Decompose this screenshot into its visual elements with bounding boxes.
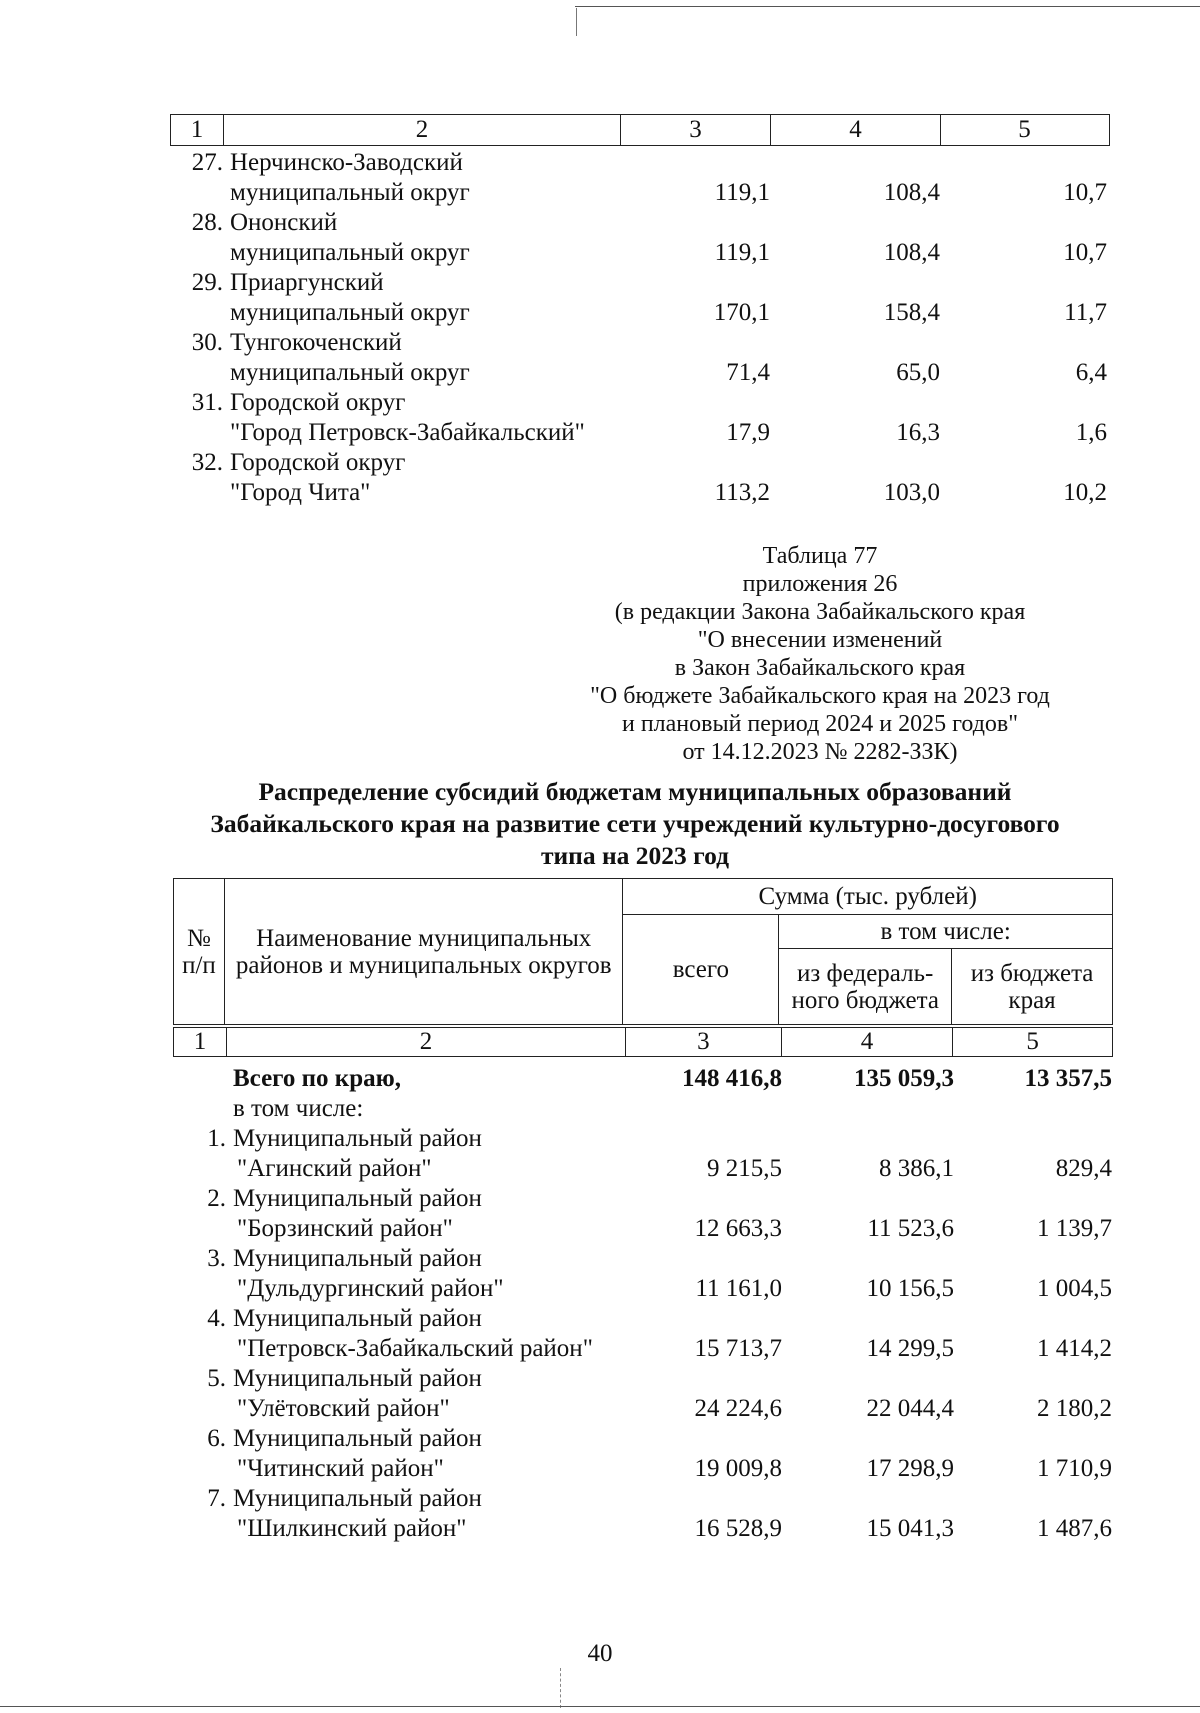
table-row	[170, 448, 1110, 508]
summary-row	[173, 1064, 1113, 1124]
caption-line: (в редакции Закона Забайкальского края	[614, 599, 1026, 625]
row-name-line1: Муниципальный район	[233, 1125, 482, 1152]
row-number: 6.	[207, 1425, 226, 1452]
bottom-scan-mark	[560, 1668, 561, 1708]
row-name-line1: Городской округ	[230, 449, 406, 476]
row-number: 2.	[207, 1185, 226, 1212]
table-row	[173, 1184, 1113, 1244]
row-number: 31.	[191, 389, 223, 416]
row-regional: 6,4	[1075, 359, 1107, 386]
row-name-line2: "Агинский район"	[237, 1155, 432, 1182]
table-row	[173, 1424, 1113, 1484]
col-index-2: 2	[224, 115, 621, 145]
row-name-line2: "Дульдургинский район"	[237, 1275, 504, 1302]
table-row	[173, 1304, 1113, 1364]
row-number: 4.	[207, 1305, 226, 1332]
row-regional: 1 414,2	[1037, 1335, 1112, 1362]
title-line: Забайкальского края на развитие сети учреждений культурно-досугового	[210, 809, 1060, 838]
top-scan-rule	[0, 0, 1200, 10]
col-index-2: 2	[227, 1028, 626, 1056]
table-row	[170, 148, 1110, 208]
row-number: 30.	[191, 329, 223, 356]
row-federal: 11 523,6	[867, 1215, 954, 1242]
row-name-line1: Нерчинско-Заводский	[230, 149, 463, 176]
main-table-header	[173, 878, 1113, 1025]
row-name-line1: Муниципальный район	[233, 1425, 482, 1452]
row-regional: 1 710,9	[1037, 1455, 1112, 1482]
col-index-4: 4	[771, 115, 941, 145]
row-name-line2: муниципальный округ	[230, 359, 470, 386]
title-line: типа на 2023 год	[540, 841, 730, 870]
row-total: 113,2	[714, 479, 770, 506]
col-index-3: 3	[626, 1028, 782, 1056]
row-name-line2: "Шилкинский район"	[237, 1515, 467, 1542]
row-regional: 1 139,7	[1037, 1215, 1112, 1242]
row-total: 11 161,0	[695, 1275, 782, 1302]
row-regional: 829,4	[1055, 1155, 1112, 1182]
row-federal: 158,4	[883, 299, 940, 326]
table-row	[173, 1364, 1113, 1424]
row-number: 5.	[207, 1365, 226, 1392]
row-total: 119,1	[714, 179, 770, 206]
header-num: № п/п	[174, 879, 225, 1025]
row-total: 16 528,9	[694, 1515, 782, 1542]
row-federal: 17 298,9	[866, 1455, 954, 1482]
summary-federal: 135 059,3	[854, 1065, 954, 1092]
row-name-line1: Муниципальный район	[233, 1185, 482, 1212]
summary-regional: 13 357,5	[1024, 1065, 1112, 1092]
header-sum: Сумма (тыс. рублей)	[623, 879, 1113, 915]
row-federal: 65,0	[896, 359, 940, 386]
row-total: 24 224,6	[694, 1395, 782, 1422]
table-row	[170, 388, 1110, 448]
row-regional: 1 487,6	[1037, 1515, 1112, 1542]
row-name-line2: "Улётовский район"	[237, 1395, 450, 1422]
row-name-line1: Муниципальный район	[233, 1485, 482, 1512]
row-total: 19 009,8	[694, 1455, 782, 1482]
header-total: всего	[623, 915, 779, 1025]
caption-line: и плановый период 2024 и 2025 годов"	[621, 711, 1019, 737]
row-number: 28.	[191, 209, 223, 236]
row-name-line2: муниципальный округ	[230, 299, 470, 326]
row-name-line2: "Петровск-Забайкальский район"	[237, 1335, 593, 1362]
col-index-1: 1	[171, 115, 224, 145]
caption-line: в Закон Забайкальского края	[674, 655, 966, 681]
table-row	[173, 1124, 1113, 1184]
row-regional: 1,6	[1075, 419, 1107, 446]
row-total: 71,4	[726, 359, 770, 386]
col-index-3: 3	[621, 115, 771, 145]
col-index-4: 4	[782, 1028, 954, 1056]
row-regional: 1 004,5	[1037, 1275, 1112, 1302]
row-regional: 10,7	[1063, 179, 1107, 206]
title-line: Распределение субсидий бюджетам муниципальных образований	[258, 777, 1012, 806]
caption-line: от 14.12.2023 № 2282-ЗЗК)	[682, 739, 958, 765]
col-index-1: 1	[174, 1028, 227, 1056]
row-name-line2: "Читинский район"	[237, 1455, 444, 1482]
row-number: 3.	[207, 1245, 226, 1272]
row-name-line1: Муниципальный район	[233, 1305, 482, 1332]
header-federal: из федераль-ного бюджета	[779, 949, 952, 1025]
row-regional: 2 180,2	[1037, 1395, 1112, 1422]
row-federal: 10 156,5	[866, 1275, 954, 1302]
row-total: 17,9	[726, 419, 770, 446]
row-number: 1.	[207, 1125, 226, 1152]
row-name-line1: Приаргунский	[230, 269, 384, 296]
row-total: 170,1	[713, 299, 770, 326]
row-name-line2: муниципальный округ	[230, 239, 470, 266]
row-number: 32.	[191, 449, 223, 476]
page-number: 40	[587, 1640, 613, 1667]
table-row	[173, 1244, 1113, 1304]
row-regional: 10,2	[1063, 479, 1107, 506]
table-row	[173, 1484, 1113, 1544]
table-row	[170, 268, 1110, 328]
summary-total: 148 416,8	[682, 1065, 782, 1092]
row-name-line1: Муниципальный район	[233, 1245, 482, 1272]
table-row	[170, 328, 1110, 388]
row-number: 7.	[207, 1485, 226, 1512]
caption-line: "О бюджете Забайкальского края на 2023 год	[590, 683, 1050, 709]
row-federal: 108,4	[883, 179, 940, 206]
row-total: 15 713,7	[694, 1335, 782, 1362]
row-number: 29.	[191, 269, 223, 296]
summary-incl: в том числе:	[233, 1095, 364, 1122]
row-name-line1: Городской округ	[230, 389, 406, 416]
caption-line: приложения 26	[742, 571, 898, 597]
column-index-row	[173, 1027, 1113, 1057]
row-name-line2: "Город Петровск-Забайкальский"	[230, 419, 585, 446]
col-index-5: 5	[1018, 116, 1031, 143]
row-name-line2: "Борзинский район"	[237, 1215, 453, 1242]
row-regional: 11,7	[1064, 299, 1107, 326]
row-number: 27.	[191, 149, 223, 176]
document-title	[160, 776, 1110, 872]
row-federal: 103,0	[883, 479, 940, 506]
row-name-line2: "Город Чита"	[230, 479, 371, 506]
row-name-line1: Тунгокоченский	[230, 329, 402, 356]
row-total: 12 663,3	[694, 1215, 782, 1242]
row-total: 119,1	[714, 239, 770, 266]
row-regional: 10,7	[1063, 239, 1107, 266]
table-row	[170, 208, 1110, 268]
header-name: Наименование муниципальных районов и муниципальных округов	[224, 879, 623, 1025]
main-rows	[173, 1064, 1113, 1544]
row-federal: 8 386,1	[879, 1155, 954, 1182]
row-federal: 15 041,3	[866, 1515, 954, 1542]
summary-label: Всего по краю,	[233, 1065, 401, 1092]
row-federal: 108,4	[883, 239, 940, 266]
caption-line: Таблица 77	[762, 543, 878, 569]
row-name-line2: муниципальный округ	[230, 179, 470, 206]
row-name-line1: Муниципальный район	[233, 1365, 482, 1392]
row-federal: 16,3	[896, 419, 940, 446]
header-regional: из бюджета края	[952, 949, 1113, 1025]
row-federal: 22 044,4	[866, 1395, 954, 1422]
row-federal: 14 299,5	[866, 1335, 954, 1362]
bottom-scan-rule	[0, 1706, 1200, 1707]
row-name-line1: Ононский	[230, 209, 338, 236]
continuation-table-header	[170, 114, 1110, 146]
continuation-rows	[170, 148, 1110, 508]
table-caption	[540, 542, 1100, 766]
col-index-5: 5	[1026, 1028, 1039, 1055]
caption-line: "О внесении изменений	[697, 627, 943, 653]
row-total: 9 215,5	[707, 1155, 782, 1182]
header-incl: в том числе:	[779, 915, 1113, 949]
